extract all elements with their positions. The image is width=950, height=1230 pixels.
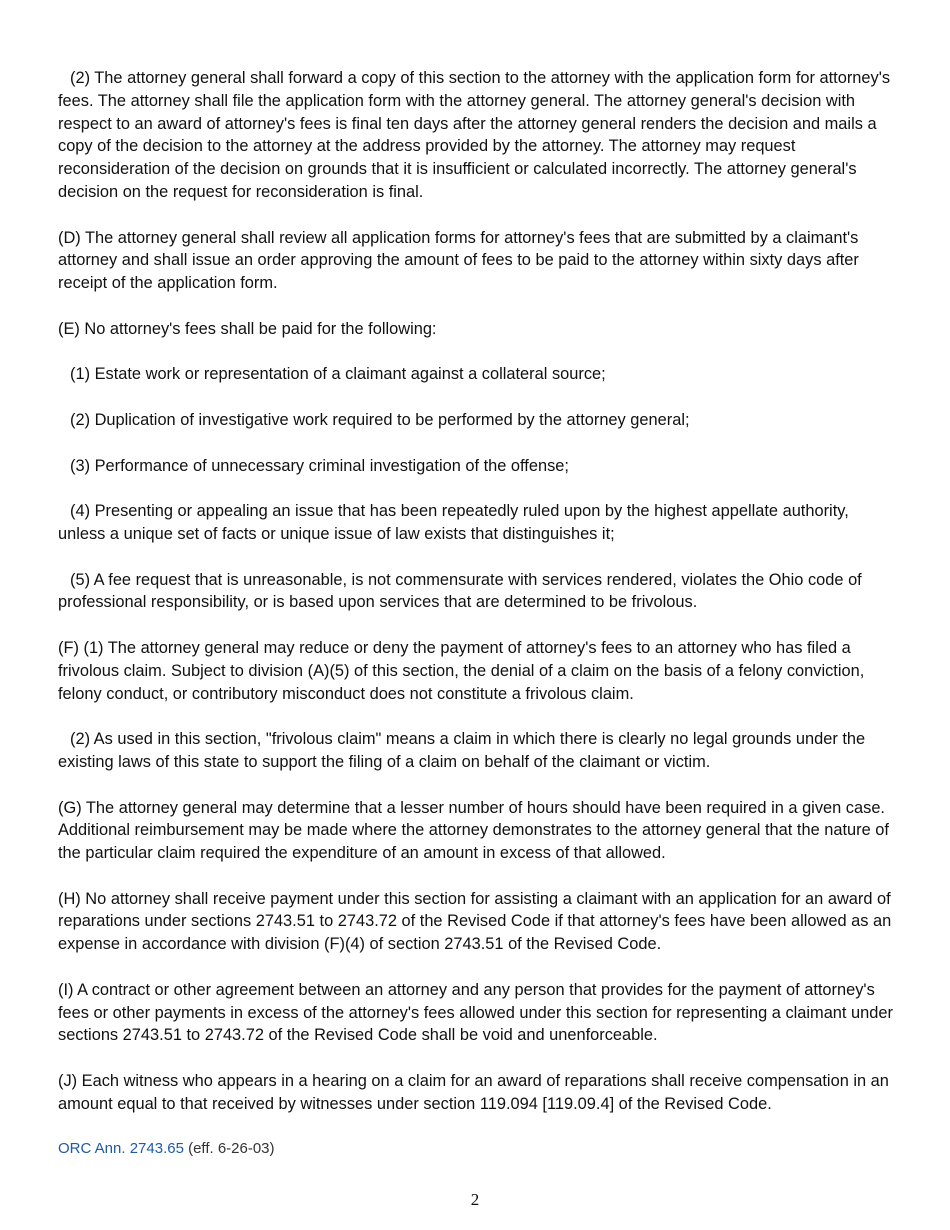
paragraph-e3: (3) Performance of unnecessary criminal investigation of the offense; (70, 456, 569, 475)
paragraph-j: (J) Each witness who appears in a hearing on a claim for an award of reparations shall receive compensation in an amount equal to that received by witnesses under section 119.094 [119.09.4] of the Revised Code. (58, 1072, 889, 1113)
paragraph-i: (I) A contract or other agreement between an attorney and any person that provides for the payment of attorney's fees or other payments in excess of the attorney's fees allowed under this section for representing a claimant under sections 2743.51 to 2743.72 of the Revised Code shall be void and unenforceable. (58, 980, 893, 1045)
document-body (58, 67, 894, 1160)
paragraph-h: (H) No attorney shall receive payment under this section for assisting a claimant with an application for an award of reparations under sections 2743.51 to 2743.72 of the Revised Code if that attorney's fees have been allowed as an expense in accordance with division (F)(4) of section 2743.51 of the Revised Code. (58, 889, 892, 954)
page-number: 2 (470, 1190, 480, 1209)
statute-citation-effective-date: (eff. 6-26-03) (183, 1140, 275, 1158)
paragraph-f1: (F) (1) The attorney general may reduce or deny the payment of attorney's fees to an attorney who has filed a frivolous claim. Subject to division (A)(5) of this section, the denial of a claim on the basis of a felony conviction, felony conduct, or contributory misconduct does not constitute a frivolous claim. (58, 638, 865, 703)
paragraph-d: (D) The attorney general shall review all application forms for attorney's fees that are submitted by a claimant's attorney and shall issue an order approving the amount of fees to be paid to the attorney within sixty days after receipt of the application form. (58, 228, 859, 293)
paragraph-e5: (5) A fee request that is unreasonable, is not commensurate with services rendered, violates the Ohio code of professional responsibility, or is based upon services that are determined to be frivolous. (58, 570, 862, 612)
paragraph-c2: (2) The attorney general shall forward a copy of this section to the attorney with the application form for attorney's fees. The attorney shall file the application form with the attorney general. The attorney general's decision with respect to an award of attorney's fees is final ten days after the attorney general renders the decision and mails a copy of the decision to the attorney at the address provided by the attorney. The attorney may request reconsideration of the decision on grounds that it is insufficient or calculated incorrectly. The attorney general's decision on the request for reconsideration is final. (58, 69, 891, 201)
statute-citation (58, 1138, 894, 1160)
statute-citation-link[interactable]: ORC Ann. 2743.65 (58, 1140, 184, 1158)
paragraph-e2: (2) Duplication of investigative work required to be performed by the attorney general; (70, 410, 690, 429)
paragraph-g: (G) The attorney general may determine that a lesser number of hours should have been required in a given case. Additional reimbursement may be made where the attorney demonstrates to the attorney general that the nature of the particular claim required the expenditure of an amount in excess of that allowed. (58, 798, 889, 863)
paragraph-e4: (4) Presenting or appealing an issue that has been repeatedly ruled upon by the highest appellate authority, unless a unique set of facts or unique issue of law exists that distinguishes it; (58, 502, 849, 543)
paragraph-e1: (1) Estate work or representation of a claimant against a collateral source; (70, 365, 606, 384)
paragraph-f2: (2) As used in this section, "frivolous claim" means a claim in which there is clearly no legal grounds under the existing laws of this state to support the filing of a claim on behalf of the claimant or victim. (58, 730, 866, 771)
paragraph-e: (E) No attorney's fees shall be paid for the following: (58, 319, 437, 338)
